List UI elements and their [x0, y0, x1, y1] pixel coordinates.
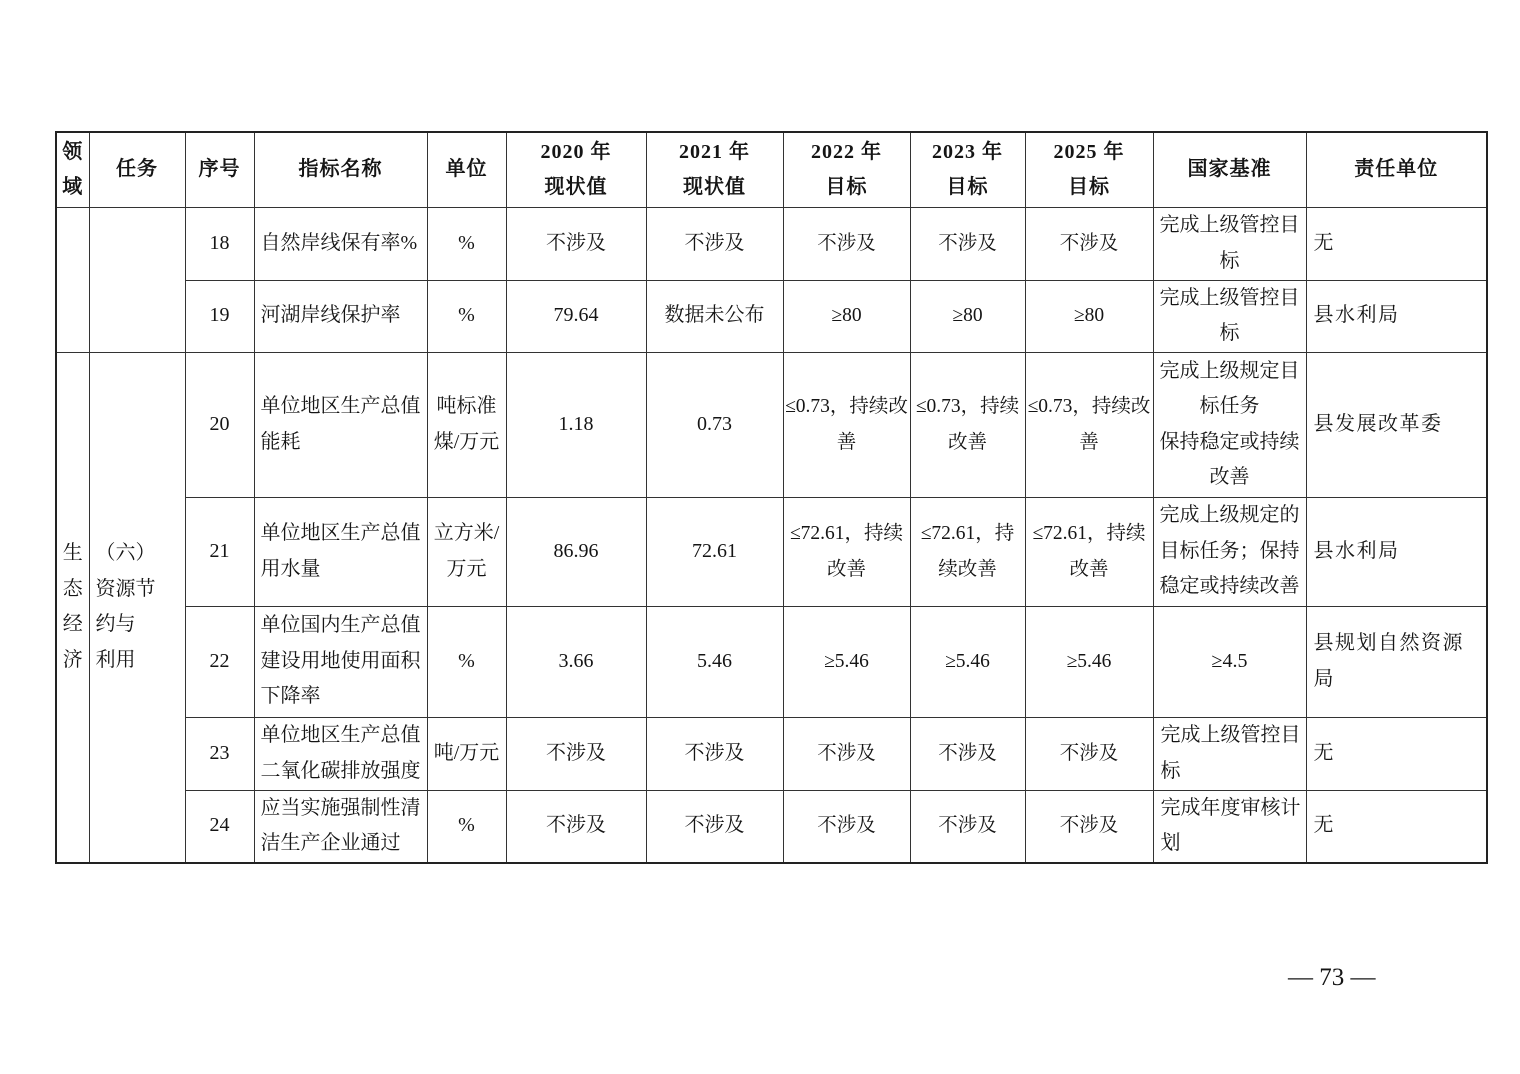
- header-2022-year: 2022 年: [811, 140, 882, 163]
- value-2020: 不涉及: [506, 717, 646, 790]
- task-line: （六）: [95, 542, 156, 564]
- header-2023-label: 目标: [946, 175, 989, 198]
- national-benchmark: ≥4.5: [1153, 606, 1306, 717]
- unit: %: [427, 207, 506, 280]
- target-2025: 不涉及: [1025, 207, 1153, 280]
- domain-cell-empty: [56, 207, 89, 352]
- target-2023: 不涉及: [910, 207, 1025, 280]
- target-2025: ≤0.73，持续改善: [1025, 352, 1153, 497]
- indicator-name: 自然岸线保有率%: [254, 207, 427, 280]
- table-row: [56, 497, 1487, 606]
- indicator-name: 单位地区生产总值用水量: [254, 497, 427, 606]
- benchmark-line: 保持稳定或持续改善: [1159, 430, 1300, 488]
- header-2025-year: 2025 年: [1053, 140, 1125, 163]
- target-2025: ≤72.61，持续改善: [1025, 497, 1153, 606]
- value-2020: 86.96: [506, 497, 646, 606]
- table-row: [56, 280, 1487, 352]
- indicator-table: [55, 131, 1488, 864]
- serial-no: 18: [185, 207, 254, 280]
- responsible-unit: 县水利局: [1306, 497, 1487, 606]
- table-row: [56, 606, 1487, 717]
- header-serial-no: 序号: [185, 132, 254, 207]
- responsible-unit: 无: [1306, 207, 1487, 280]
- header-2023-year: 2023 年: [932, 140, 1003, 163]
- target-2022: 不涉及: [783, 207, 910, 280]
- value-2021: 不涉及: [646, 207, 783, 280]
- header-domain: 领域: [56, 132, 89, 207]
- target-2023: ≤72.61，持续改善: [910, 497, 1025, 606]
- indicator-name: 单位国内生产总值建设用地使用面积下降率: [254, 606, 427, 717]
- task-cell-empty: [89, 207, 185, 352]
- target-2022: 不涉及: [783, 790, 910, 863]
- serial-no: 20: [185, 352, 254, 497]
- header-2023-target: [910, 132, 1025, 207]
- responsible-unit: 县规划自然资源局: [1306, 606, 1487, 717]
- value-2020: 不涉及: [506, 790, 646, 863]
- page-number: — 73 —: [1288, 964, 1376, 991]
- target-2023: ≤0.73，持续改善: [910, 352, 1025, 497]
- unit: %: [427, 280, 506, 352]
- unit: 吨标准煤/万元: [427, 352, 506, 497]
- value-2020: 79.64: [506, 280, 646, 352]
- target-2025: 不涉及: [1025, 717, 1153, 790]
- header-2021-year: 2021 年: [679, 140, 750, 163]
- value-2021: 72.61: [646, 497, 783, 606]
- task-line: 资源节: [95, 577, 156, 600]
- unit: %: [427, 790, 506, 863]
- target-2022: 不涉及: [783, 717, 910, 790]
- target-2022: ≤72.61，持续改善: [783, 497, 910, 606]
- responsible-unit: 无: [1306, 717, 1487, 790]
- header-indicator-name: 指标名称: [254, 132, 427, 207]
- header-task: 任务: [89, 132, 185, 207]
- table-row: [56, 717, 1487, 790]
- target-2022: ≥80: [783, 280, 910, 352]
- target-2025: ≥5.46: [1025, 606, 1153, 717]
- national-benchmark: 完成上级规定的目标任务；保持稳定或持续改善: [1153, 497, 1306, 606]
- value-2020: 不涉及: [506, 207, 646, 280]
- indicator-name: 应当实施强制性清洁生产企业通过: [254, 790, 427, 863]
- header-2022-label: 目标: [825, 175, 868, 198]
- national-benchmark: 完成上级管控目标: [1153, 280, 1306, 352]
- header-row: [56, 132, 1487, 207]
- serial-no: 21: [185, 497, 254, 606]
- target-2025: 不涉及: [1025, 790, 1153, 863]
- header-unit: 单位: [427, 132, 506, 207]
- target-2023: ≥5.46: [910, 606, 1025, 717]
- serial-no: 22: [185, 606, 254, 717]
- header-2020-status: [506, 132, 646, 207]
- unit: 吨/万元: [427, 717, 506, 790]
- value-2021: 数据未公布: [646, 280, 783, 352]
- national-benchmark: [1153, 352, 1306, 497]
- national-benchmark: 完成上级管控目标: [1153, 207, 1306, 280]
- responsible-unit: 无: [1306, 790, 1487, 863]
- indicator-name: 单位地区生产总值能耗: [254, 352, 427, 497]
- task-cell: [89, 352, 185, 863]
- target-2023: 不涉及: [910, 717, 1025, 790]
- benchmark-line: 完成上级规定目标任务: [1159, 359, 1300, 417]
- value-2020: 3.66: [506, 606, 646, 717]
- national-benchmark: 完成年度审核计划: [1153, 790, 1306, 863]
- header-2021-status: [646, 132, 783, 207]
- serial-no: 23: [185, 717, 254, 790]
- table-row: [56, 352, 1487, 497]
- serial-no: 19: [185, 280, 254, 352]
- header-2025-label: 目标: [1068, 175, 1110, 198]
- national-benchmark: 完成上级管控目标: [1153, 717, 1306, 790]
- indicator-name: 河湖岸线保护率: [254, 280, 427, 352]
- value-2021: 不涉及: [646, 790, 783, 863]
- target-2025: ≥80: [1025, 280, 1153, 352]
- domain-cell: 生态经济: [56, 352, 89, 863]
- target-2022: ≤0.73，持续改善: [783, 352, 910, 497]
- header-2021-label: 现状值: [683, 175, 746, 198]
- value-2021: 不涉及: [646, 717, 783, 790]
- serial-no: 24: [185, 790, 254, 863]
- value-2021: 0.73: [646, 352, 783, 497]
- header-responsible-unit: 责任单位: [1306, 132, 1487, 207]
- unit: 立方米/万元: [427, 497, 506, 606]
- indicator-name: 单位地区生产总值二氧化碳排放强度: [254, 717, 427, 790]
- table-row: [56, 207, 1487, 280]
- header-2020-label: 现状值: [544, 175, 608, 198]
- header-2020-year: 2020 年: [540, 140, 612, 163]
- header-2025-target: [1025, 132, 1153, 207]
- target-2023: 不涉及: [910, 790, 1025, 863]
- value-2020: 1.18: [506, 352, 646, 497]
- header-national-benchmark: 国家基准: [1153, 132, 1306, 207]
- responsible-unit: 县发展改革委: [1306, 352, 1487, 497]
- task-line: 利用: [95, 648, 136, 671]
- responsible-unit: 县水利局: [1306, 280, 1487, 352]
- value-2021: 5.46: [646, 606, 783, 717]
- target-2022: ≥5.46: [783, 606, 910, 717]
- target-2023: ≥80: [910, 280, 1025, 352]
- table-row: [56, 790, 1487, 863]
- unit: %: [427, 606, 506, 717]
- header-2022-target: [783, 132, 910, 207]
- task-line: 约与: [95, 613, 136, 635]
